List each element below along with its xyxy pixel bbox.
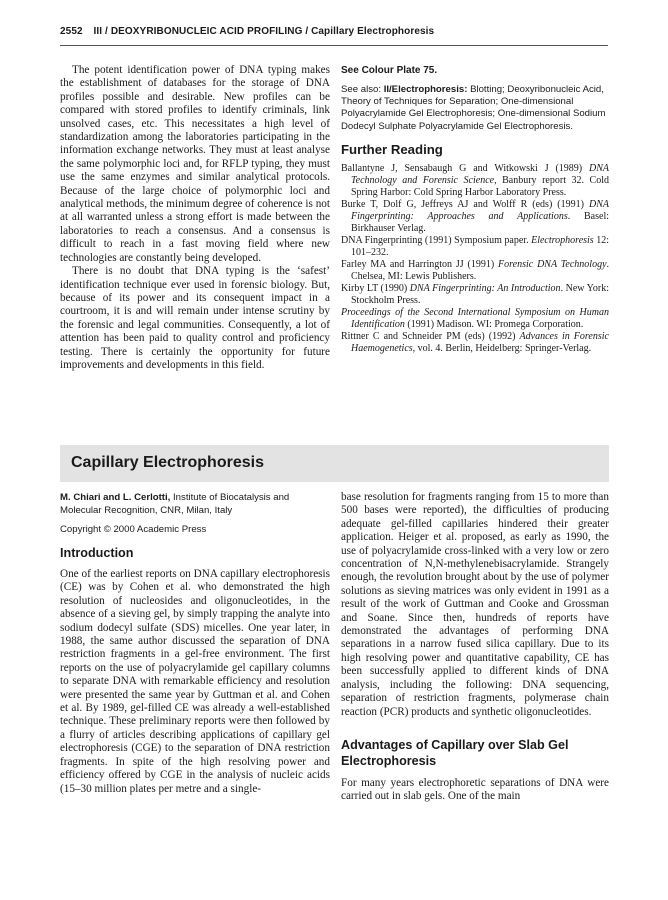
copyright-line: Copyright © 2000 Academic Press <box>60 524 207 535</box>
page-number: 2552 <box>60 26 83 37</box>
ref-details: . Chelsea, MI: Lewis Publishers. <box>351 258 610 282</box>
body-paragraph: There is no doubt that DNA typing is the ‘safest’ identification technique ever used in forensic biology. But, because of its power and its consequent impact in a courtroom, it is and will remain under intense scrutiny by the forensic and legal communities. Consequently, a lot of attention has been paid to quality control and proficiency testing. There is certainly the opportunity for future improvements and developments in this field. <box>60 265 330 371</box>
article-title-banner <box>60 445 609 482</box>
running-head <box>60 26 608 37</box>
ref-title: DNA Fingerprinting: Approaches and Applications <box>351 198 609 222</box>
ref-details: , vol. 4. Berlin, Heidelberg: Springer-Verlag. <box>412 342 592 354</box>
ref-title: DNA Fingerprinting: An Introduction <box>409 282 561 294</box>
ref-details: . Basel: Birkhauser Verlag. <box>351 210 609 234</box>
ref-title: DNA Technology and Forensic Science <box>351 162 609 186</box>
reference-item <box>341 331 609 355</box>
body-paragraph: For many years electrophoretic separations of DNA were carried out in slab gels. One of the main <box>341 776 609 803</box>
ref-details: . New York: Stockholm Press. <box>351 282 609 306</box>
article-column-left <box>60 491 330 796</box>
article-title: Capillary Electrophoresis <box>71 454 264 471</box>
introduction-heading: Introduction <box>60 546 134 560</box>
see-also-category: II/Electrophoresis: <box>383 84 468 95</box>
ref-details: (1991) Madison. WI: Promega Corporation. <box>404 318 584 330</box>
author-names: M. Chiari and L. Cerlotti, <box>60 492 171 503</box>
previous-article-column-left <box>60 64 330 372</box>
see-also-label: See also: <box>341 84 382 95</box>
see-also <box>341 84 609 133</box>
ref-title: Forensic DNA Technology <box>498 258 607 270</box>
reference-item <box>341 259 609 283</box>
ref-authors: Ballantyne J, Sensabaugh G and Witkowski J (1989) <box>341 162 589 174</box>
previous-article-column-right <box>341 65 609 355</box>
header-rule <box>60 45 608 46</box>
reference-item <box>341 283 609 307</box>
ref-title: Electrophoresis <box>531 234 594 246</box>
ref-details: , Banbury report 32. Cold Spring Harbor: Cold Spring Harbor Laboratory Press. <box>351 174 610 198</box>
ref-authors: Rittner C and Schneider PM (eds) (1992) <box>341 330 520 342</box>
article-column-right <box>341 491 609 804</box>
reference-item <box>341 235 609 259</box>
ref-title: Advances in Forensic Haemogenetics <box>351 330 609 354</box>
reference-item <box>341 163 609 199</box>
intro-paragraph: One of the earliest reports on DNA capillary electrophoresis (CE) was by Cohen et al. who demonstrated the high resolution of nucleosides and oligonucleotides, in the absence of a sieving gel, by simply trapping the analyte into sodium dodecyl sulfate (SDS) micelles. One year later, in 1988, the same author discussed the separation of DNA restriction fragments in a gel-free environment. The first reports on the use of polyacrylamide gel capillary columns to separate DNA with remarkable efficiency and resolution were presented the same year by Guttman et al. and Cohen et al. By 1989, gel-filled CE was already a well-established technique. These preliminary reports were then followed by a flurry of articles describing applications of capillary gel electrophoresis (CGE) to the separation of DNA restriction fragments. In spite of the high resolving power and efficiency offered by CGE in the analysis of nucleic acids (15–30 million plates per metre and a single- <box>60 568 330 795</box>
ref-authors: Burke T, Dolf G, Jeffreys AJ and Wolff R (eds) (1991) <box>341 198 589 210</box>
reference-item <box>341 199 609 235</box>
ref-authors: Farley MA and Harrington JJ (1991) <box>341 258 499 270</box>
body-paragraph: base resolution for fragments ranging from 15 to more than 500 bases were reported), the difficulties of producing adequate gel-filled capillaries hindered their greater application. Heiger et al. proposed, as early as 1990, the use of polyacrylamide cross-linked with a very low or zero concentration of N,N-methylenebisacrylamide. Strangely enough, the revolution brought about by the use of polymer solutions as sieving matrices was only evident in 1991 as a result of the work of Guttman and Cooke and Grossman and Soane. Since then, hundreds of reports have demonstrated the advantages of performing DNA separations in a narrow fused silica capillary. Due to its high resolving power and quantitative capability, CE has been successfully applied to different kinds of DNA analysis, including the following: DNA sequencing, separation of restriction fragments, polymerase chain reaction (PCR) products and synthetic oligonucleotides. <box>341 491 609 718</box>
reference-item <box>341 307 609 331</box>
ref-details: 12: 101–232. <box>351 234 610 258</box>
running-title: III / DEOXYRIBONUCLEIC ACID PROFILING / Capillary Electrophoresis <box>93 26 435 37</box>
see-also-links: Blotting; Deoxyribonucleic Acid, Theory of Techniques for Separation; One-dimensional Polyacrylamide Gel Electrophoresis; One-dimensional Sodium Dodecyl Sulphate Polyacrylamide Gel Electrophoresis. <box>341 84 606 132</box>
body-paragraph: The potent identification power of DNA typing makes the establishment of databases for the storage of DNA profiles possible and desirable. New profiles can be compared with stored profiles to identify criminals, link unsolved cases, etc. This necessitates a high level of standardization among the laboratories participating in the information exchange networks. They must at least analyse the same polymorphic loci and, for RFLP typing, they must use the same enzymes and similar analytical protocols. Because of the large choice of polymorphic loci and analytical methods, the minimum degree of coherence is not at all warranted unless a strong effort is made between the laboratories to reach a consensus. And a consensus is difficult to reach in a fast moving field where new technologies are constantly being developed. <box>60 64 330 264</box>
further-reading-heading: Further Reading <box>341 141 443 157</box>
reference-list <box>341 163 609 355</box>
author-affiliation: Institute of Biocatalysis and Molecular Recognition, CNR, Milan, Italy <box>60 492 290 516</box>
colour-plate-note: See Colour Plate 75. <box>341 65 438 76</box>
ref-authors: Kirby LT (1990) <box>341 282 410 294</box>
ref-title: Proceedings of the Second International Symposium on Human Identification <box>341 306 609 330</box>
ref-authors: DNA Fingerprinting (1991) Symposium paper. <box>341 234 532 246</box>
advantages-heading: Advantages of Capillary over Slab Gel Electrophoresis <box>341 737 569 768</box>
author-block <box>60 491 330 517</box>
